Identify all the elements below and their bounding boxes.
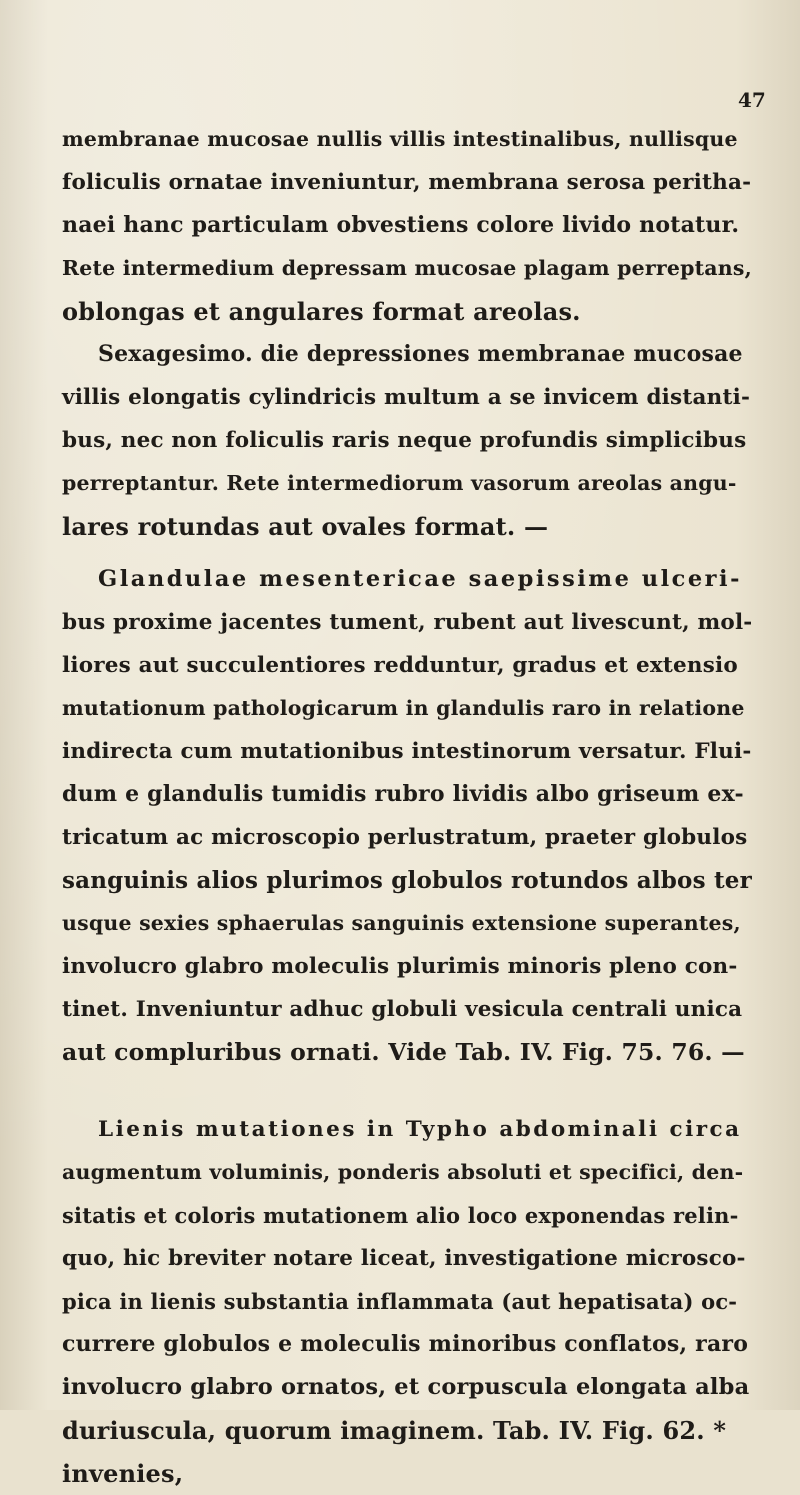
text-line: sanguinis alios plurimos globulos rotundos albos ter [62,867,752,894]
text-line: naei hanc particulam obvestiens colore livido notatur. [62,212,740,238]
text-line: quo, hic breviter notare liceat, investigatione microsco- [62,1246,746,1271]
section-heading-line: Lienis mutationes in Typho abdominali circa [98,1117,742,1142]
text-line: membranae mucosae nullis villis intestinalibus, nullisque [62,127,738,151]
text-line: foliculis ornatae inveniuntur, membrana serosa peritha- [62,170,752,195]
text-line: duriuscula, quorum imaginem. Tab. IV. Fig. 62. * [62,1416,727,1445]
text-line: usque sexies sphaerulas sanguinis extensione superantes, [62,911,741,935]
text-line: sitatis et coloris mutationem alio loco exponendas relin- [62,1203,739,1228]
text-line: liores aut succulentiores redduntur, gradus et extensio [62,653,738,678]
text-line: Rete intermedium depressam mucosae plagam perreptans, [62,256,752,280]
text-line: villis elongatis cylindricis multum a se invicem distanti- [62,385,751,410]
text-line: aut compluribus ornati. Vide Tab. IV. Fig. 75. 76. — [62,1038,745,1066]
text-line: pica in lienis substantia inflammata (aut hepatisata) oc- [62,1289,738,1314]
text-line: tricatum ac microscopio perlustratum, praeter globulos [62,825,748,850]
text-line: lares rotundas aut ovales format. — [62,512,549,541]
text-line: augmentum voluminis, ponderis absoluti et specifici, den- [62,1160,744,1184]
text-line: involucro glabro ornatos, et corpuscula elongata alba [62,1374,750,1400]
section-heading-line: Glandulae mesentericae saepissime ulceri- [98,566,742,592]
body-text [62,118,752,1495]
text-line: mutationum pathologicarum in glandulis raro in relatione [62,696,745,720]
text-line: perreptantur. Rete intermediorum vasorum areolas angu- [62,471,737,495]
paragraph-start-line: Sexagesimo. die depressiones membranae mucosae [98,341,743,367]
text-line: bus, nec non foliculis raris neque profundis simplicibus [62,428,747,453]
text-line: involucro glabro moleculis plurimis minoris pleno con- [62,954,738,979]
text-line: indirecta cum mutationibus intestinorum versatur. Flui- [62,739,752,764]
text-line: tinet. Inveniuntur adhuc globuli vesicula centrali unica [62,997,743,1022]
paragraph-gap [62,1074,752,1108]
paragraph-gap [62,548,752,558]
text-line: currere globulos e moleculis minoribus conflatos, raro [62,1331,749,1357]
text-line: invenies, [62,1459,184,1488]
text-line: oblongas et angulares format areolas. [62,297,581,326]
page-number: 47 [738,88,766,112]
text-line: bus proxime jacentes tument, rubent aut livescunt, mol- [62,610,753,635]
text-line: dum e glandulis tumidis rubro lividis albo griseum ex- [62,781,744,807]
